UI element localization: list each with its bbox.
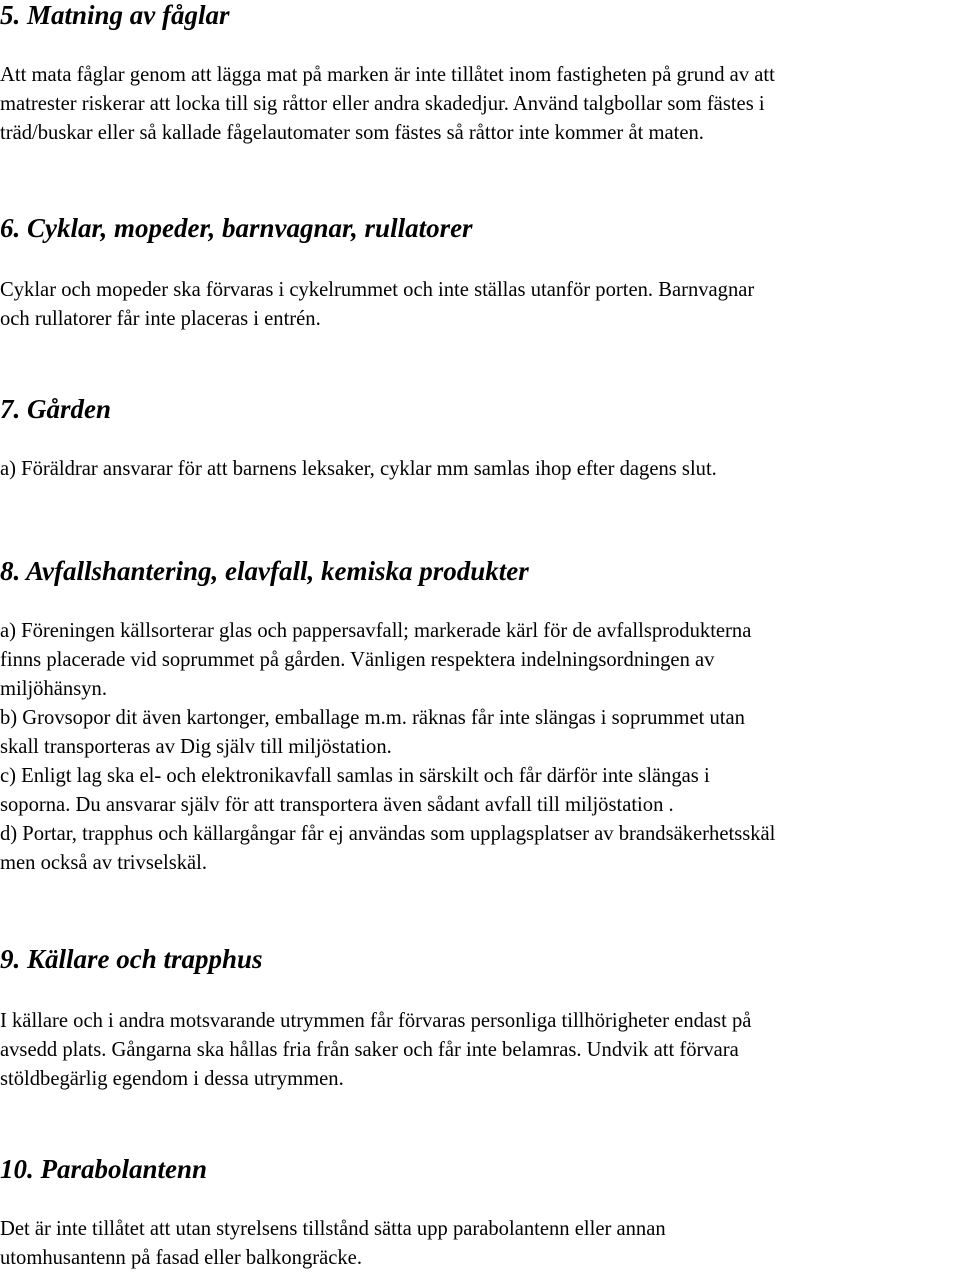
body-line: utomhusantenn på fasad eller balkongräcke. (0, 1247, 362, 1269)
section-body-5 (0, 61, 775, 148)
body-line: miljöhänsyn. (0, 678, 107, 700)
section-body-6 (0, 276, 754, 334)
body-line: matrester riskerar att locka till sig råttor eller andra skadedjur. Använd talgbollar som fästes i (0, 93, 765, 115)
section-body-9 (0, 1007, 751, 1094)
body-line: I källare och i andra motsvarande utrymmen får förvaras personliga tillhörigheter endast på (0, 1010, 752, 1032)
body-line: Cyklar och mopeder ska förvaras i cykelrummet och inte ställas utanför porten. Barnvagnar (0, 279, 755, 301)
section-body-8 (0, 617, 775, 878)
section-heading-9: 9. Källare och trapphus (0, 944, 263, 974)
body-line: och rullatorer får inte placeras i entrén. (0, 308, 321, 330)
section-body-10 (0, 1215, 666, 1273)
body-line: avsedd plats. Gångarna ska hållas fria från saker och får inte belamras. Undvik att förvara (0, 1039, 739, 1061)
body-line: men också av trivselskäl. (0, 852, 208, 874)
section-heading-8: 8. Avfallshantering, elavfall, kemiska produkter (0, 556, 529, 586)
body-line: finns placerade vid soprummet på gården. Vänligen respektera indelningsordningen av (0, 649, 715, 671)
body-line: Att mata fåglar genom att lägga mat på marken är inte tillåtet inom fastigheten på grund av att (0, 64, 775, 86)
section-heading-10: 10. Parabolantenn (0, 1154, 208, 1184)
body-line: träd/buskar eller så kallade fågelautomater som fästes så råttor inte kommer åt maten. (0, 122, 704, 144)
body-line: d) Portar, trapphus och källargångar får ej användas som upplagsplatser av brandsäkerhetsskäl (0, 823, 776, 845)
body-line: Det är inte tillåtet att utan styrelsens tillstånd sätta upp parabolantenn eller annan (0, 1218, 666, 1240)
body-line: c) Enligt lag ska el- och elektronikavfall samlas in särskilt och får därför inte slängas i (0, 765, 710, 787)
section-heading-7: 7. Gården (0, 394, 112, 424)
body-line: soporna. Du ansvarar själv för att transportera även sådant avfall till miljöstation . (0, 794, 674, 816)
section-heading-6: 6. Cyklar, mopeder, barnvagnar, rullatorer (0, 213, 473, 243)
body-line: skall transporteras av Dig själv till miljöstation. (0, 736, 392, 758)
section-heading-5: 5. Matning av fåglar (0, 0, 230, 30)
body-line: a) Föräldrar ansvarar för att barnens leksaker, cyklar mm samlas ihop efter dagens slut. (0, 458, 717, 480)
section-body-7 (0, 455, 717, 484)
body-line: a) Föreningen källsorterar glas och pappersavfall; markerade kärl för de avfallsprodukterna (0, 620, 752, 642)
body-line: b) Grovsopor dit även kartonger, emballage m.m. räknas får inte slängas i soprummet utan (0, 707, 745, 729)
body-line: stöldbegärlig egendom i dessa utrymmen. (0, 1068, 344, 1090)
